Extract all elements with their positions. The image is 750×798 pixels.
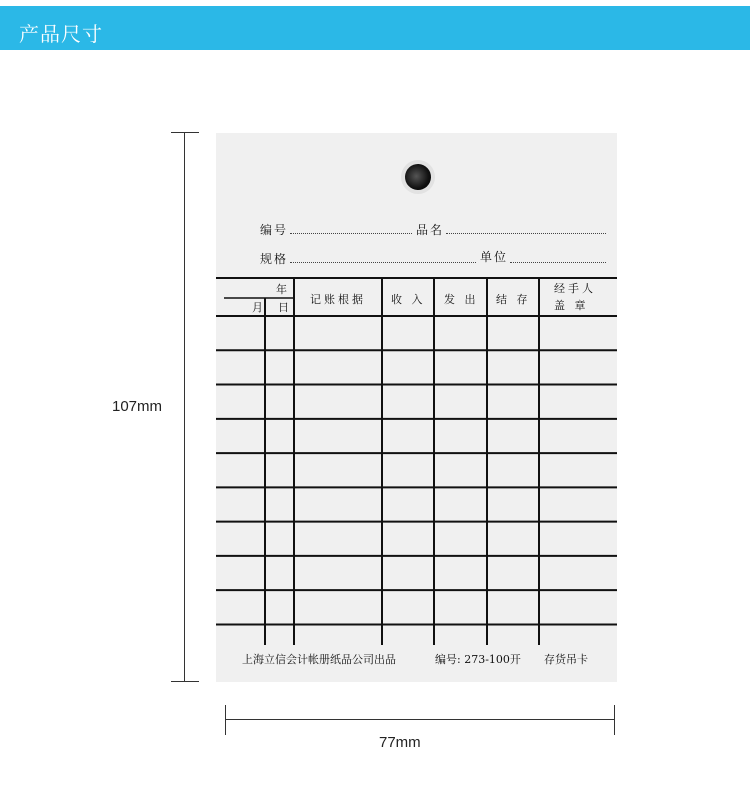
- ledger-grid: [216, 133, 617, 682]
- header-income: 收 入: [391, 293, 426, 306]
- page-title: 产品尺寸: [19, 22, 103, 46]
- header-balance: 结 存: [496, 293, 531, 306]
- header-year: 年: [276, 283, 290, 296]
- height-dimension-tick-top: [171, 132, 199, 133]
- field-label-unit: 单位: [480, 250, 509, 264]
- width-dimension-line: [225, 719, 615, 720]
- width-dimension-tick-left: [225, 705, 226, 735]
- header-handler: 经手人: [554, 282, 596, 295]
- height-dimension-tick-bottom: [171, 681, 199, 682]
- footer-card-name: 存货吊卡: [544, 653, 588, 666]
- header-basis: 记账根据: [310, 293, 366, 306]
- header-issue: 发 出: [444, 293, 479, 306]
- width-dimension-tick-right: [614, 705, 615, 735]
- header-month: 月: [252, 301, 266, 314]
- height-dimension-label: 107mm: [112, 398, 163, 415]
- field-label-number: 编号: [260, 223, 289, 237]
- width-dimension-label: 77mm: [379, 734, 421, 751]
- field-label-spec: 规格: [260, 252, 289, 266]
- header-bar: [0, 6, 750, 50]
- header-day: 日: [278, 301, 292, 314]
- footer-code: 编号: 273-100开: [435, 653, 521, 666]
- inventory-tag-card: [216, 133, 617, 682]
- field-label-name: 品名: [416, 223, 445, 237]
- height-dimension-line: [184, 132, 185, 682]
- header-seal: 盖 章: [554, 299, 589, 312]
- footer-publisher: 上海立信会计帐册纸品公司出品: [242, 653, 396, 666]
